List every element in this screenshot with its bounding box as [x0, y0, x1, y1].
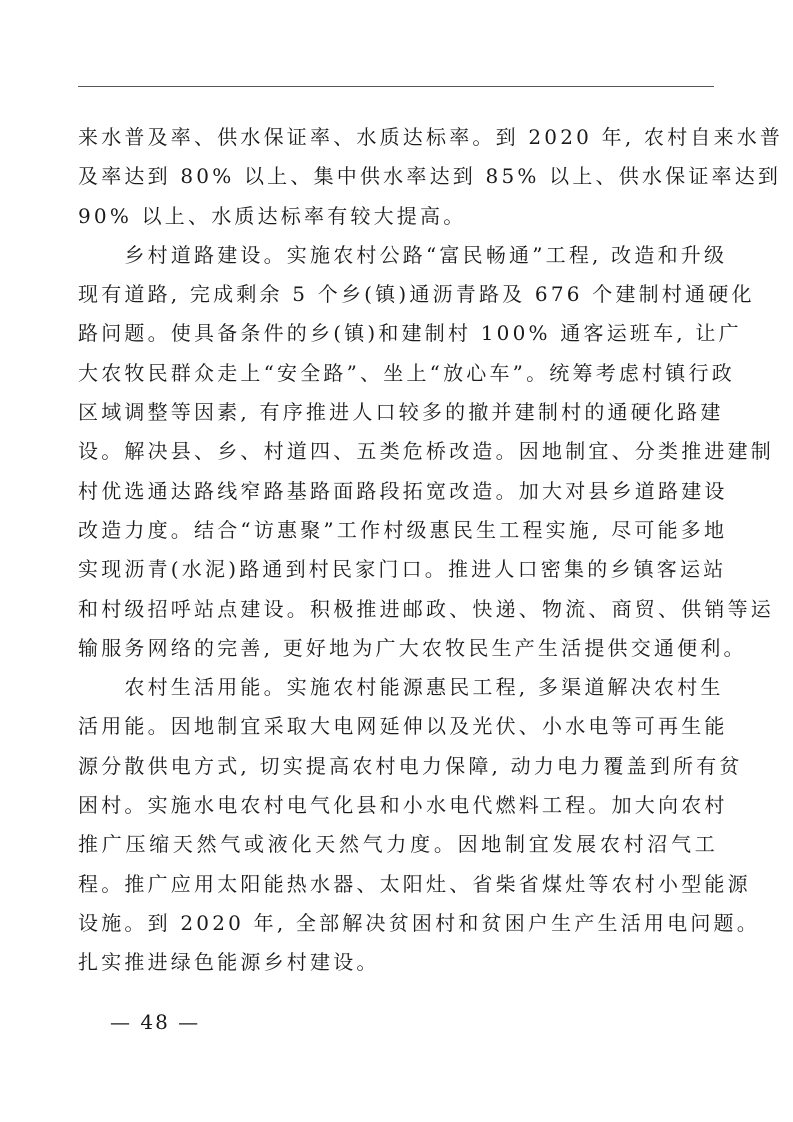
text-line: 路问题。使具备条件的乡(镇)和建制村 100% 通客运班车, 让广	[78, 321, 742, 346]
text-line: 来水普及率、供水保证率、水质达标率。到 2020 年, 农村自来水普	[78, 125, 784, 149]
text-line: 扎实推进绿色能源乡村建设。	[78, 950, 380, 975]
text-line: 90% 以上、水质达标率有较大提高。	[78, 203, 467, 228]
text-line: 困村。实施水电农村电气化县和小水电代燃料工程。加大向农村	[78, 793, 728, 818]
text-line: 村优选通达路线窄路基路面路段拓宽改造。加大对县乡道路建设	[78, 478, 728, 503]
text-line: 现有道路, 完成剩余 5 个乡(镇)通沥青路及 676 个建制村通硬化	[78, 282, 755, 307]
text-line: 实现沥青(水泥)路通到村民家门口。推进人口密集的乡镇客运站	[78, 557, 727, 582]
text-line: 设。解决县、乡、村道四、五类危桥改造。因地制宜、分类推进建制	[78, 439, 774, 464]
text-line: 改造力度。结合“访惠聚”工作村级惠民生工程实施, 尽可能多地	[78, 517, 728, 542]
text-line: 及率达到 80% 以上、集中供水率达到 85% 以上、供水保证率达到	[78, 164, 782, 189]
header-rule	[78, 86, 714, 87]
text-line: 活用能。因地制宜采取大电网延伸以及光伏、小水电等可再生能	[78, 714, 728, 739]
text-line: 区域调整等因素, 有序推进人口较多的撤并建制村的通硬化路建	[78, 400, 724, 425]
text-line: 农村生活用能。实施农村能源惠民工程, 多渠道解决农村生	[78, 675, 724, 700]
text-line: 乡村道路建设。实施农村公路“富民畅通”工程, 改造和升级	[78, 242, 728, 267]
text-line: 程。推广应用太阳能热水器、太阳灶、省柴省煤灶等农村小型能源	[78, 871, 751, 896]
text-line: 和村级招呼站点建设。积极推进邮政、快递、物流、商贸、供销等运	[78, 596, 774, 621]
page-number: — 48 —	[110, 1010, 201, 1034]
text-line: 推广压缩天然气或液化天然气力度。因地制宜发展农村沼气工	[78, 832, 718, 857]
text-line: 设施。到 2020 年, 全部解决贫困村和贫困户生产生活用电问题。	[78, 910, 760, 935]
text-line: 源分散供电方式, 切实提高农村电力保障, 动力电力覆盖到所有贫	[78, 753, 743, 778]
text-line: 输服务网络的完善, 更好地为广大农牧民生产生活提供交通便利。	[78, 635, 747, 660]
text-line: 大农牧民群众走上“安全路”、坐上“放心车”。统筹考虑村镇行政	[78, 360, 735, 385]
body-text	[78, 118, 784, 983]
